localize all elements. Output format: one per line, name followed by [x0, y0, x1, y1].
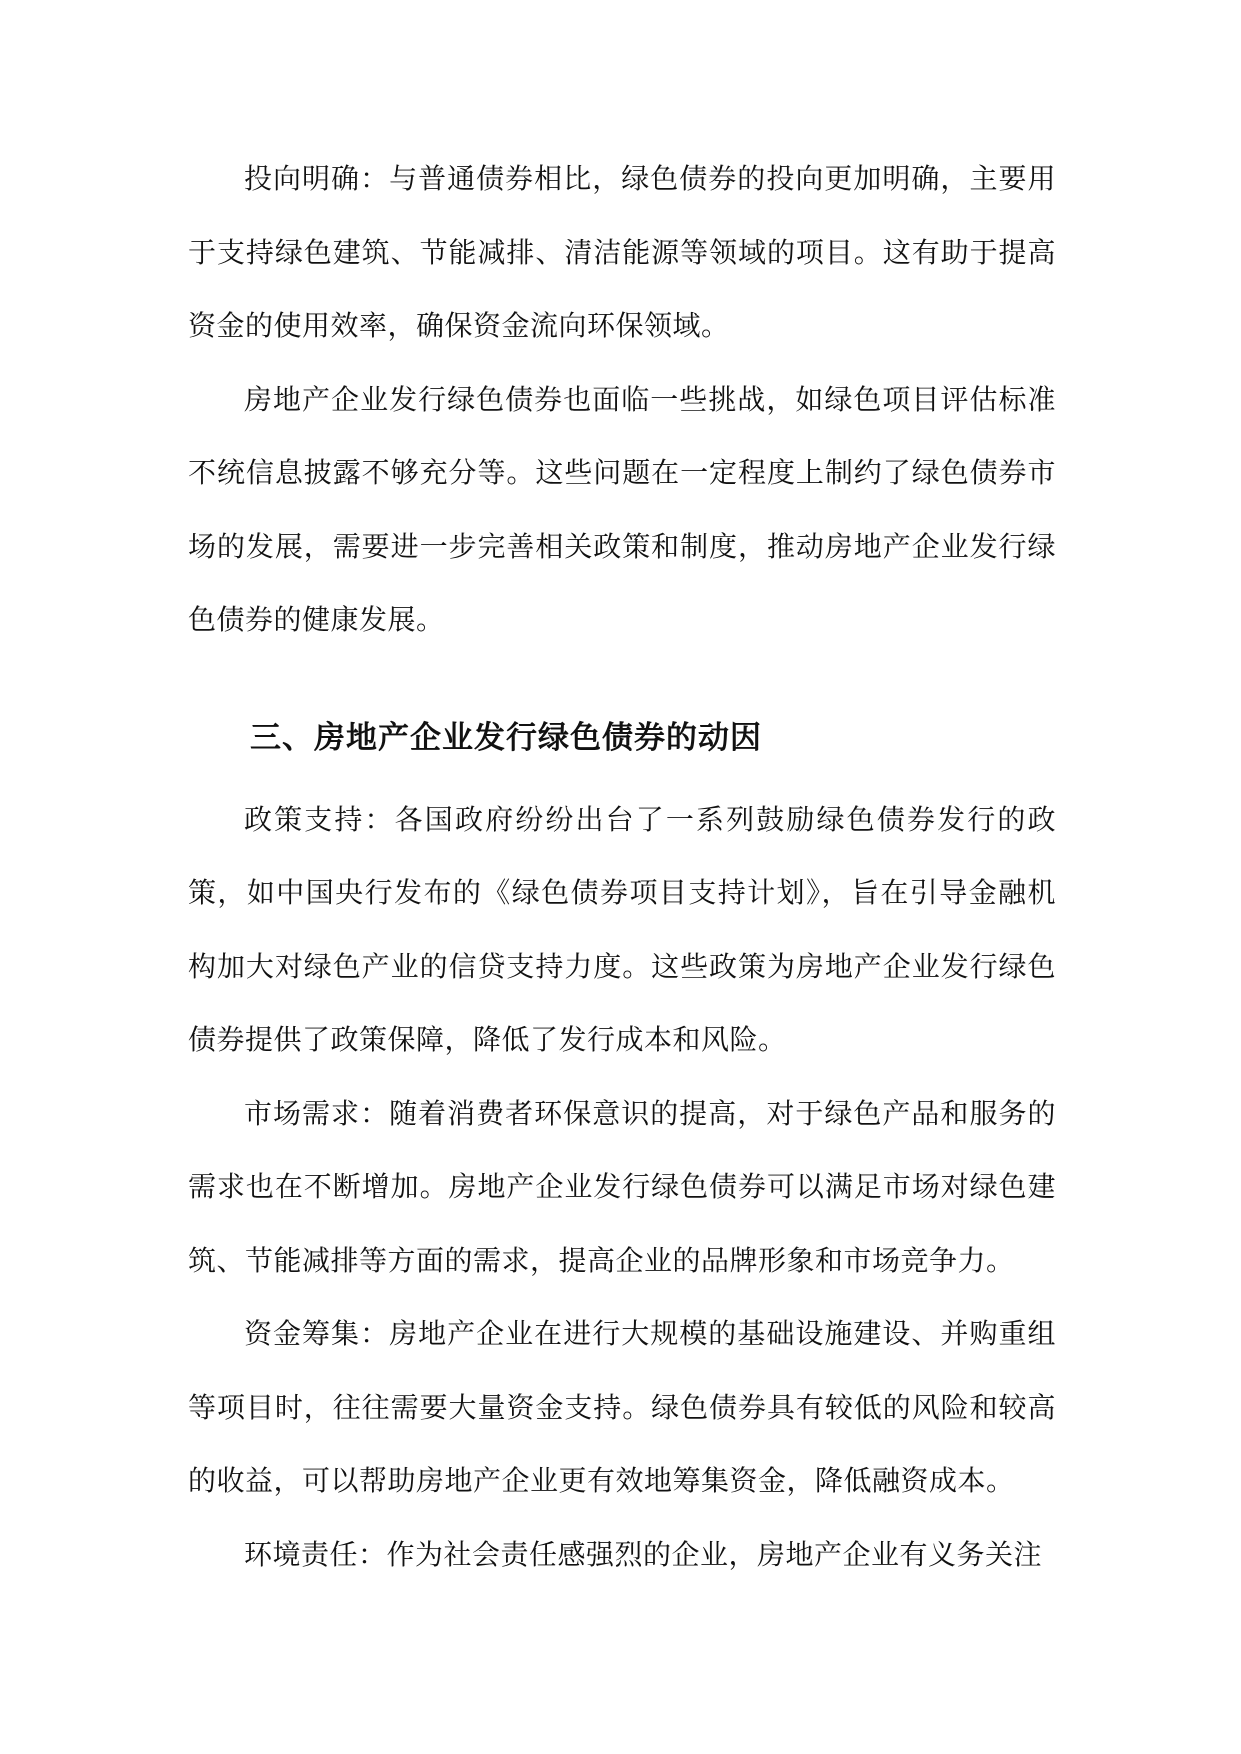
paragraph-investment-direction: 投向明确：与普通债券相比，绿色债券的投向更加明确，主要用于支持绿色建筑、节能减排、清洁能源等领域的项目。这有助于提高资金的使用效率，确保资金流向环保领域。	[188, 162, 1056, 342]
section-heading: 三、房地产企业发行绿色债券的动因	[250, 719, 762, 756]
paragraph-fundraising: 资金筹集：房地产企业在进行大规模的基础设施建设、并购重组等项目时，往往需要大量资金支持。绿色债券具有较低的风险和较高的收益，可以帮助房地产企业更有效地筹集资金，降低融资成本。	[188, 1317, 1056, 1497]
paragraph-market-demand: 市场需求：随着消费者环保意识的提高，对于绿色产品和服务的需求也在不断增加。房地产企业发行绿色债券可以满足市场对绿色建筑、节能减排等方面的需求，提高企业的品牌形象和市场竞争力。	[188, 1096, 1056, 1277]
paragraph-challenges: 房地产企业发行绿色债券也面临一些挑战，如绿色项目评估标准不统信息披露不够充分等。这些问题在一定程度上制约了绿色债券市场的发展，需要进一步完善相关政策和制度，推动房地产企业发行绿色债券的健康发展。	[188, 382, 1056, 636]
paragraph-environmental-responsibility: 环境责任：作为社会责任感强烈的企业，房地产企业有义务关注	[244, 1537, 1043, 1571]
document-body	[188, 142, 1056, 1591]
paragraph-policy-support: 政策支持：各国政府纷纷出台了一系列鼓励绿色债券发行的政策，如中国央行发布的《绿色债券项目支持计划》，旨在引导金融机构加大对绿色产业的信贷支持力度。这些政策为房地产企业发行绿色债券提供了政策保障，降低了发行成本和风险。	[188, 802, 1056, 1056]
